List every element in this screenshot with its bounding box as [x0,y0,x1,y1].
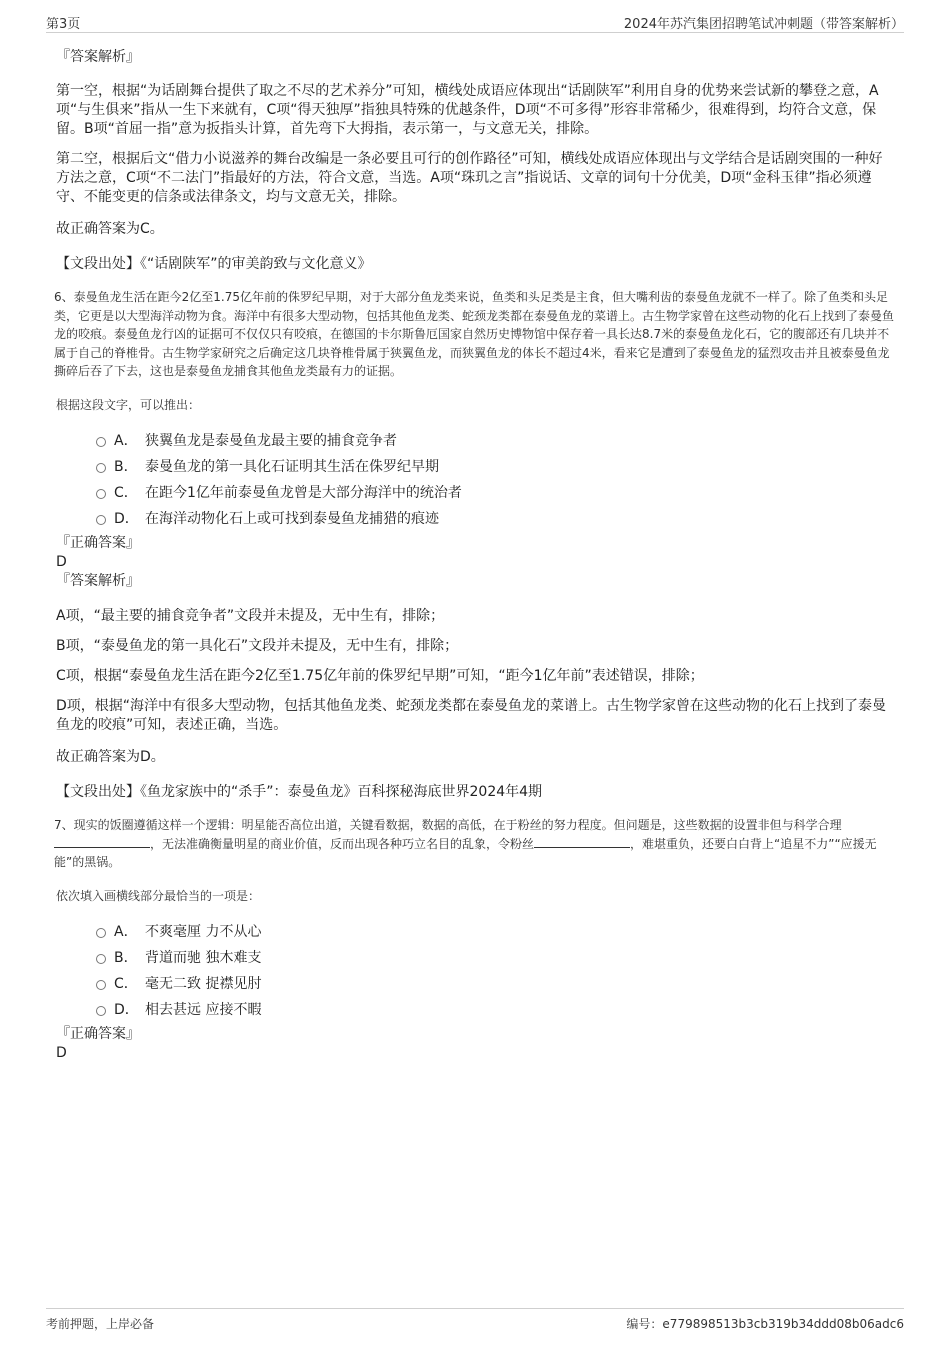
option-c[interactable]: C． 在距今1亿年前泰曼鱼龙曾是大部分海洋中的统治者 [56,480,896,506]
analysis-paragraph: 第一空，根据“为话剧舞台提供了取之不尽的艺术养分”可知，横线处成语应体现出“话剧陕军”利用自身的优势来尝试新的攀登之意，A项“与生俱来”指从一生下来就有，C项“得天独厚”指独具特殊的优越条件，D项“不可多得”形容非常稀少，很难得到，均符合文意，保留。B项“首屈一指”意为扳指头计算，首先弯下大拇指，表示第一，与文意无关，排除。 [56,83,879,137]
radio-button[interactable] [96,980,106,990]
footer-slogan: 考前押题，上岸必备 [46,1317,155,1331]
answer-conclusion: 故正确答案为C。 [56,221,164,237]
radio-button[interactable] [96,515,106,525]
page-header [46,10,904,33]
option-a[interactable]: A． 不爽毫厘 力不从心 [56,919,896,945]
fill-blank [54,835,150,848]
document-id: 编号：e779898513b3cb319b34ddd08b06adc6 [626,1317,904,1331]
question-passage: 6、泰曼鱼龙生活在距今2亿至1.75亿年前的侏罗纪早期，对于大部分鱼龙类来说，鱼类和头足类是主食，但大嘴利齿的泰曼鱼龙就不一样了。除了鱼类和头足类，它更是以大型海洋动物为食。海洋中有很多大型动物，包括其他鱼龙类、蛇颈龙类都在泰曼鱼龙的菜谱上。古生物学家曾在这些动物的化石上找到了泰曼鱼龙的咬痕。泰曼鱼龙行凶的证据可不仅仅只有咬痕，在德国的卡尔斯鲁厄国家自然历史博物馆中保存着一具长达8.7米的泰曼鱼龙化石，它的腹部还有几块并不属于自己的脊椎骨。古生物学家研究之后确定这几块脊椎骨属于狭翼鱼龙，而狭翼鱼龙的体长不超过4米，看来它是遭到了泰曼鱼龙的猛烈攻击并且被泰曼鱼龙撕碎后吞了下去，这也是泰曼鱼龙捕食其他鱼龙类最有力的证据。 [54,290,895,378]
option-b[interactable]: B． 泰曼鱼龙的第一具化石证明其生活在侏罗纪早期 [56,454,896,480]
radio-button[interactable] [96,489,106,499]
answer-analysis-label: 『答案解析』 [56,573,140,589]
analysis-paragraph: B项，“泰曼鱼龙的第一具化石”文段并未提及，无中生有，排除； [56,638,459,654]
source-citation: 【文段出处】《鱼龙家族中的“杀手”：泰曼鱼龙》百科探秘海底世界2024年4期 [56,784,543,800]
document-body [56,46,896,1063]
analysis-paragraph: A项，“最主要的捕食竞争者”文段并未提及，无中生有，排除； [56,608,445,624]
page-number: 第3页 [46,17,81,32]
radio-button[interactable] [96,1006,106,1016]
option-c[interactable]: C． 毫无二致 捉襟见肘 [56,971,896,997]
answer-analysis-label: 『答案解析』 [56,49,140,65]
option-list [56,428,896,532]
answer-conclusion: 故正确答案为D。 [56,749,165,765]
analysis-paragraph: C项，根据“泰曼鱼龙生活在距今2亿至1.75亿年前的侏罗纪早期”可知，“距今1亿年前”表述错误，排除； [56,668,704,684]
question-prompt: 根据这段文字，可以推出： [56,397,201,412]
page-footer [46,1308,904,1337]
fill-blank [534,835,630,848]
option-b[interactable]: B． 背道而驰 独木难支 [56,945,896,971]
radio-button[interactable] [96,928,106,938]
radio-button[interactable] [96,954,106,964]
correct-answer: D [56,1045,67,1061]
source-citation: 【文段出处】《“话剧陕军”的审美韵致与文化意义》 [56,256,372,272]
radio-button[interactable] [96,437,106,447]
correct-answer-label: 『正确答案』 [56,1026,140,1042]
correct-answer-label: 『正确答案』 [56,535,140,551]
option-list [56,919,896,1023]
question-prompt: 依次填入画横线部分最恰当的一项是： [56,888,261,903]
analysis-paragraph: D项，根据“海洋中有很多大型动物，包括其他鱼龙类、蛇颈龙类都在泰曼鱼龙的菜谱上。古生物学家曾在这些动物的化石上找到了泰曼鱼龙的咬痕”可知，表述正确，当选。 [56,698,887,733]
question-passage: 7、现实的饭圈遵循这样一个逻辑：明星能否高位出道，关键看数据，数据的高低，在于粉丝的努力程度。但问题是，这些数据的设置非但与科学合理，无法准确衡量明星的商业价值，反而出现各种巧立名目的乱象，令粉丝 ，难堪重负，还要白白背上“追星不力”“应援无能”的黑锅。 [54,818,877,869]
analysis-paragraph: 第二空，根据后文“借力小说滋养的舞台改编是一条必要且可行的创作路径”可知，横线处成语应体现出与文学结合是话剧突围的一种好方法之意，C项“不二法门”指最好的方法，符合文意，当选。A项“珠玑之言”指说话、文章的词句十分优美，D项“金科玉律”指必须遵守、不能变更的信条或法律条文，均与文意无关，排除。 [56,151,883,205]
option-d[interactable]: D． 相去甚远 应接不暇 [56,997,896,1023]
correct-answer: D [56,554,67,570]
document-title: 2024年苏汽集团招聘笔试冲刺题（带答案解析） [623,17,904,32]
option-d[interactable]: D． 在海洋动物化石上或可找到泰曼鱼龙捕猎的痕迹 [56,506,896,532]
radio-button[interactable] [96,463,106,473]
option-a[interactable]: A． 狭翼鱼龙是泰曼鱼龙最主要的捕食竞争者 [56,428,896,454]
